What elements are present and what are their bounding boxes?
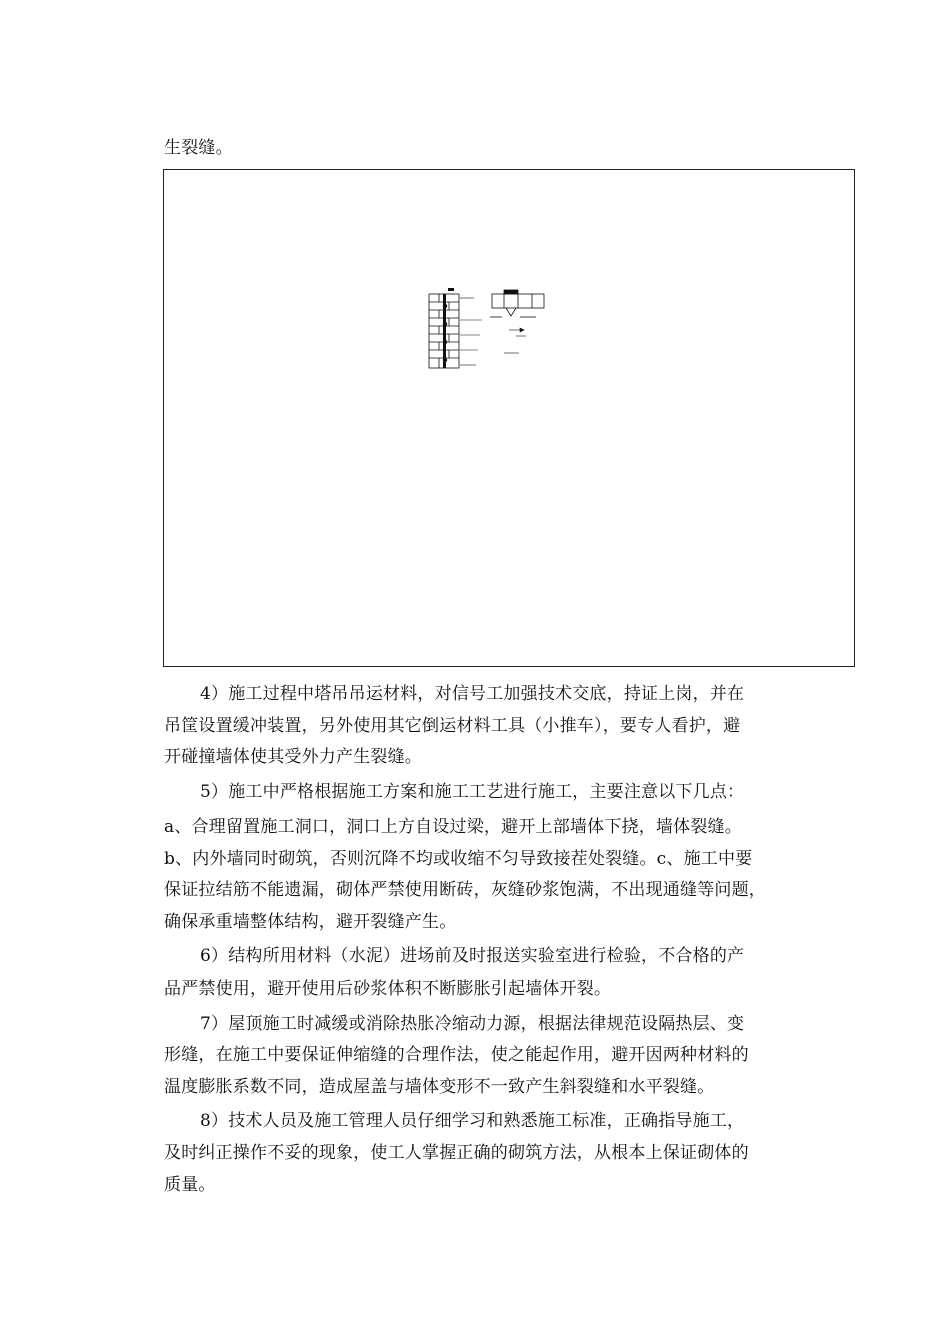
intro-line: 生裂缝。 <box>164 138 233 158</box>
paragraph-8-line-3: 质量。 <box>164 1175 216 1195</box>
paragraph-5-line-1: 5）施工中严格根据施工方案和施工工艺进行施工，主要注意以下几点： <box>200 782 745 802</box>
paragraph-7-line-1: 7）屋顶施工时减缓或消除热胀冷缩动力源，根据法律规范设隔热层、变 <box>200 1014 745 1034</box>
paragraph-8-line-1: 8）技术人员及施工管理人员仔细学习和熟悉施工标准，正确指导施工， <box>200 1111 745 1131</box>
paragraph-5-line-5: 确保承重墙整体结构，避开裂缝产生。 <box>164 912 457 932</box>
paragraph-4-line-2: 吊筐设置缓冲装置，另外使用其它倒运材料工具（小推车），要专人看护，避 <box>164 716 741 736</box>
leader-lines <box>460 298 482 365</box>
paragraph-5-line-3: b、内外墙同时砌筑，否则沉降不均或收缩不匀导致接茬处裂缝。c、施工中要 <box>164 849 753 869</box>
joint-detail <box>490 290 544 317</box>
paragraph-5-line-4: 保证拉结筋不能遗漏，砌体严禁使用断砖，灰缝砂浆饱满，不出现通缝等问题， <box>164 880 766 900</box>
paragraph-8-line-2: 及时纠正操作不妥的现象，使工人掌握正确的砌筑方法，从根本上保证砌体的 <box>164 1143 749 1163</box>
paragraph-4-line-1: 4）施工过程中塔吊吊运材料，对信号工加强技术交底，持证上岗，并在 <box>200 684 745 704</box>
figure-frame <box>163 169 855 667</box>
wall-detail-drawing <box>164 170 854 666</box>
paragraph-5-line-2: a、合理留置施工洞口，洞口上方自设过梁，避开上部墙体下挠，墙体裂缝。 <box>164 817 742 837</box>
paragraph-6-line-1: 6）结构所用材料（水泥）进场前及时报送实验室进行检验，不合格的产 <box>200 946 745 966</box>
detail-annotations <box>504 328 526 353</box>
reinforcement-markers <box>443 288 454 368</box>
paragraph-6-line-2: 品严禁使用，避开使用后砂浆体积不断膨胀引起墙体开裂。 <box>164 979 612 999</box>
paragraph-7-line-2: 形缝，在施工中要保证伸缩缝的合理作法，使之能起作用，避开因两种材料的 <box>164 1045 749 1065</box>
paragraph-4-line-3: 开碰撞墙体使其受外力产生裂缝。 <box>164 747 422 767</box>
paragraph-7-line-3: 温度膨胀系数不同，造成屋盖与墙体变形不一致产生斜裂缝和水平裂缝。 <box>164 1077 715 1097</box>
